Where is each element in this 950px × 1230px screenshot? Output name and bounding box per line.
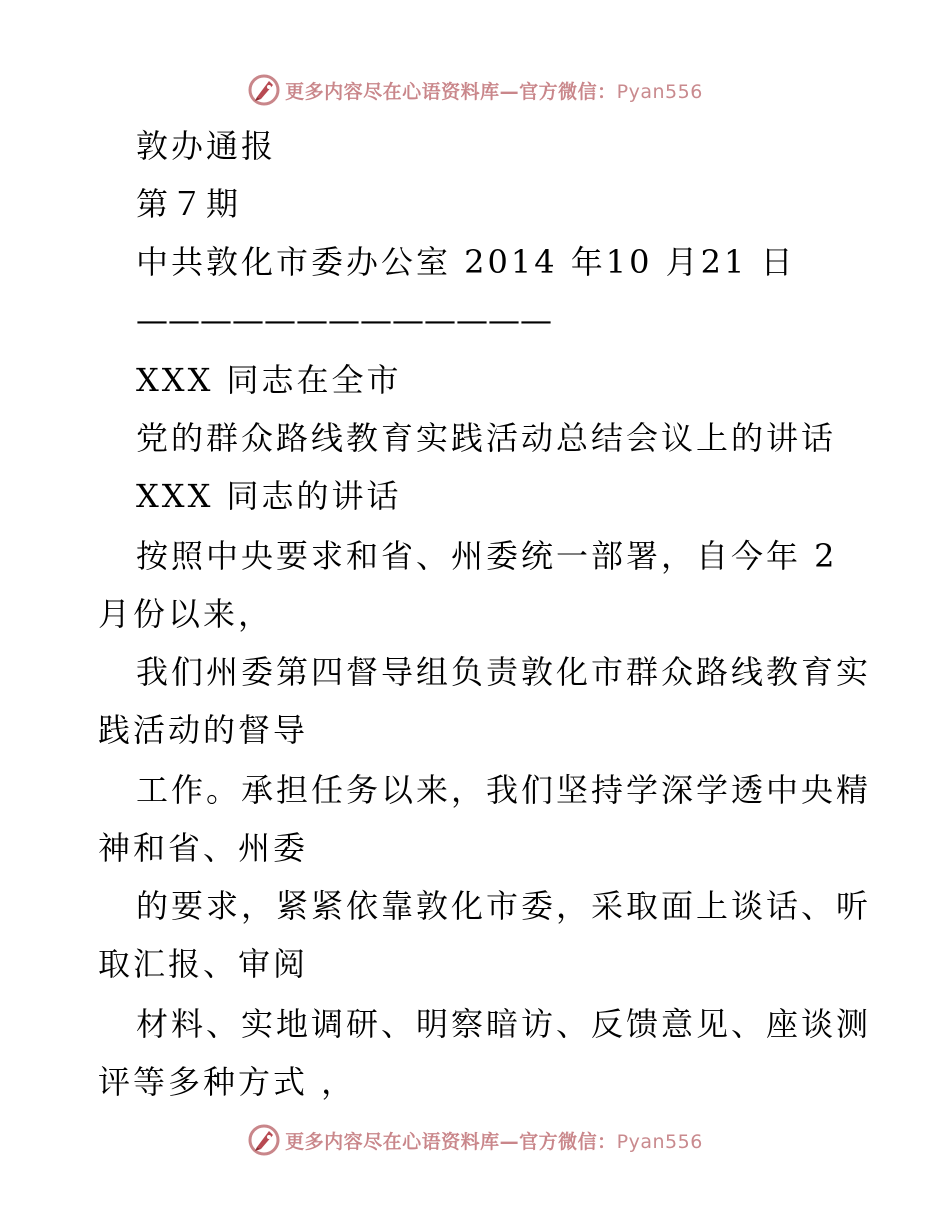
doc-issuer-date: 中共敦化市委办公室 2014 年10 月21 日 [136, 243, 796, 281]
doc-article-title-1: XXX 同志在全市 [136, 361, 402, 399]
doc-divider: ————————————— [136, 301, 552, 339]
header-banner [0, 70, 950, 110]
banner-handle: Pyan556 [616, 1130, 703, 1153]
pen-nib-logo-icon [247, 1123, 281, 1157]
doc-issue-number: 第７期 [136, 185, 242, 223]
paragraph-line: 我们州委第四督导组负责敦化市群众路线教育实 [136, 653, 872, 691]
doc-speaker-line: XXX 同志的讲话 [136, 477, 402, 515]
pen-nib-logo-icon [247, 73, 281, 107]
paragraph-line: 材料、实地调研、明察暗访、反馈意见、座谈测 [136, 1005, 872, 1043]
paragraph-line: 践活动的督导 [98, 711, 309, 749]
paragraph-line: 取汇报、审阅 [98, 945, 309, 983]
paragraph-line: 月份以来， [98, 595, 274, 633]
paragraph-line: 的要求，紧紧依靠敦化市委，采取面上谈话、听 [136, 887, 872, 925]
paragraph-line: 评等多种方式 ， [98, 1063, 357, 1101]
banner-text: 更多内容尽在心语资料库—官方微信：Pyan556 [285, 80, 703, 103]
banner-handle: Pyan556 [616, 80, 703, 103]
paragraph-line: 神和省、州委 [98, 829, 309, 867]
doc-article-title-2: 党的群众路线教育实践活动总结会议上的讲话 [136, 419, 837, 457]
banner-text: 更多内容尽在心语资料库—官方微信：Pyan556 [285, 1130, 703, 1153]
paragraph-line: 工作。承担任务以来，我们坚持学深学透中央精 [136, 771, 872, 809]
paragraph-line: 按照中央要求和省、州委统一部署，自今年 2 [136, 537, 838, 575]
doc-header-title: 敦办通报 [136, 127, 277, 165]
footer-banner [0, 1120, 950, 1160]
